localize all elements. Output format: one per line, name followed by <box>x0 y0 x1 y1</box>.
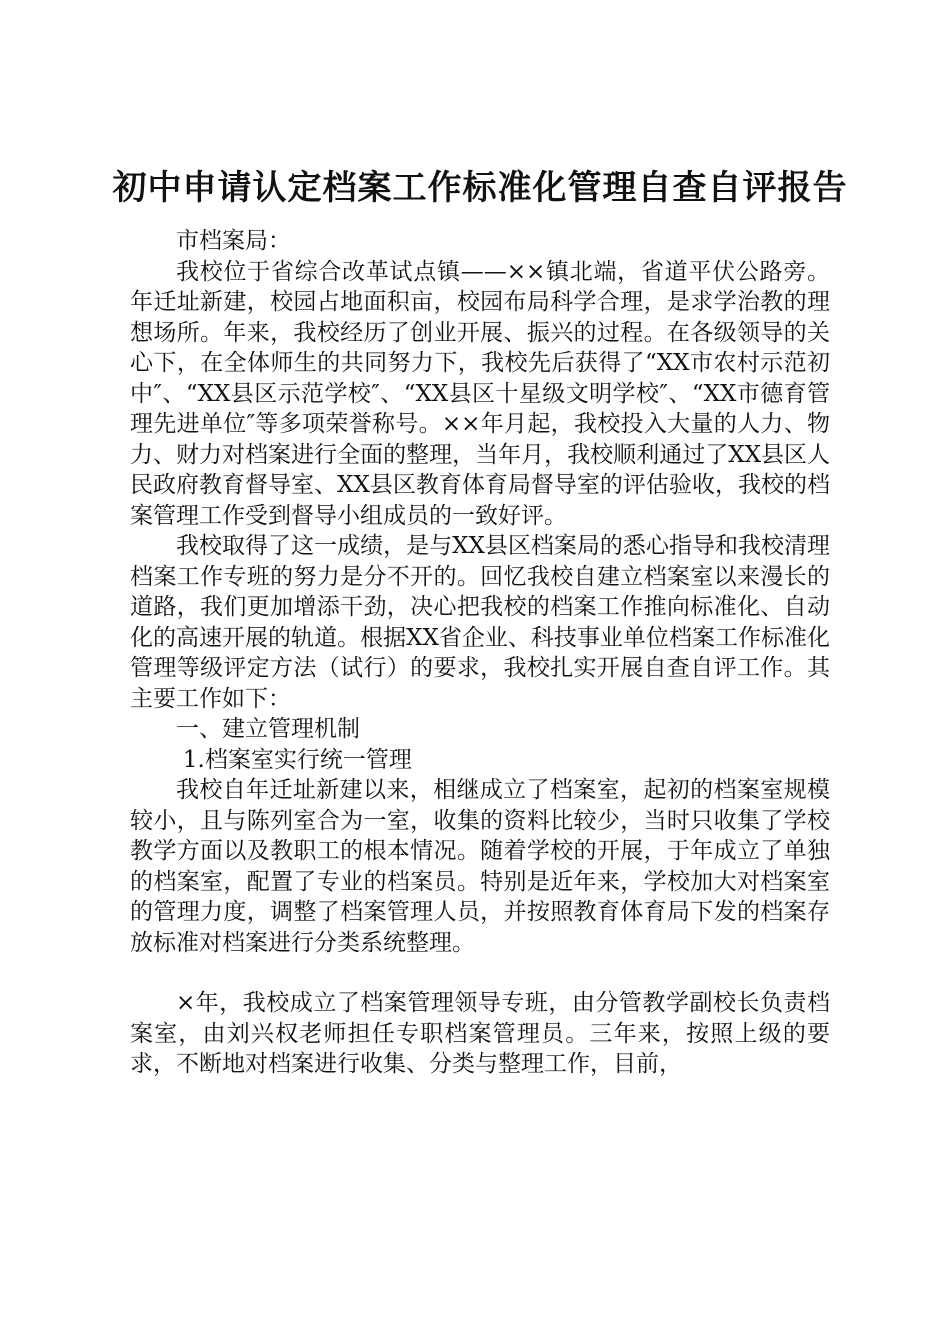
paragraph-2: 我校取得了这一成绩，是与XX县区档案局的悉心指导和我校清理档案工作专班的努力是分不开的。回忆我校自建立档案室以来漫长的道路，我们更加增添干劲，决心把我校的档案工作推向标准化、自动化的高速开展的轨道。根据XX省企业、科技事业单位档案工作标准化管理等级评定方法（试行）的要求，我校扎实开展自查自评工作。其主要工作如下： <box>130 533 830 712</box>
paragraph-4: ×年，我校成立了档案管理领导专班，由分管教学副校长负责档案室，由刘兴权老师担任专职档案管理员。三年来，按照上级的要求，不断地对档案进行收集、分类与整理工作，目前， <box>130 990 830 1077</box>
section-heading-1: 一、建立管理机制 <box>176 716 360 742</box>
salutation: 市档案局： <box>176 228 291 254</box>
subsection-heading-1: 1.档案室实行统一管理 <box>182 746 412 773</box>
paragraph-1: 我校位于省综合改革试点镇——××镇北端，省道平伏公路旁。年迁址新建，校园占地面积亩，校园布局科学合理，是求学治教的理想场所。年来，我校经历了创业开展、振兴的过程。在各级领导的关心下，在全体师生的共同努力下，我校先后获得了“XX市农村示范初中″、“XX县区示范学校″、“XX县区十星级文明学校″、“XX市德育管理先进单位″等多项荣誉称号。××年月起，我校投入大量的人力、物力、财力对档案进行全面的整理，当年月，我校顺利通过了XX县区人民政府教育督导室、XX县区教育体育局督导室的评估验收，我校的档案管理工作受到督导小组成员的一致好评。 <box>130 258 830 529</box>
paragraph-3: 我校自年迁址新建以来，相继成立了档案室，起初的档案室规模较小，且与陈列室合为一室，收集的资料比较少，当时只收集了学校教学方面以及教职工的根本情况。随着学校的开展，于年成立了单独的档案室，配置了专业的档案员。特别是近年来，学校加大对档案室的管理力度，调整了档案管理人员，并按照教育体育局下发的档案存放标准对档案进行分类系统整理。 <box>130 777 830 956</box>
document-title: 初中申请认定档案工作标准化管理自查自评报告 <box>112 168 848 208</box>
document-page <box>112 160 848 1080</box>
document-body <box>130 226 830 1080</box>
